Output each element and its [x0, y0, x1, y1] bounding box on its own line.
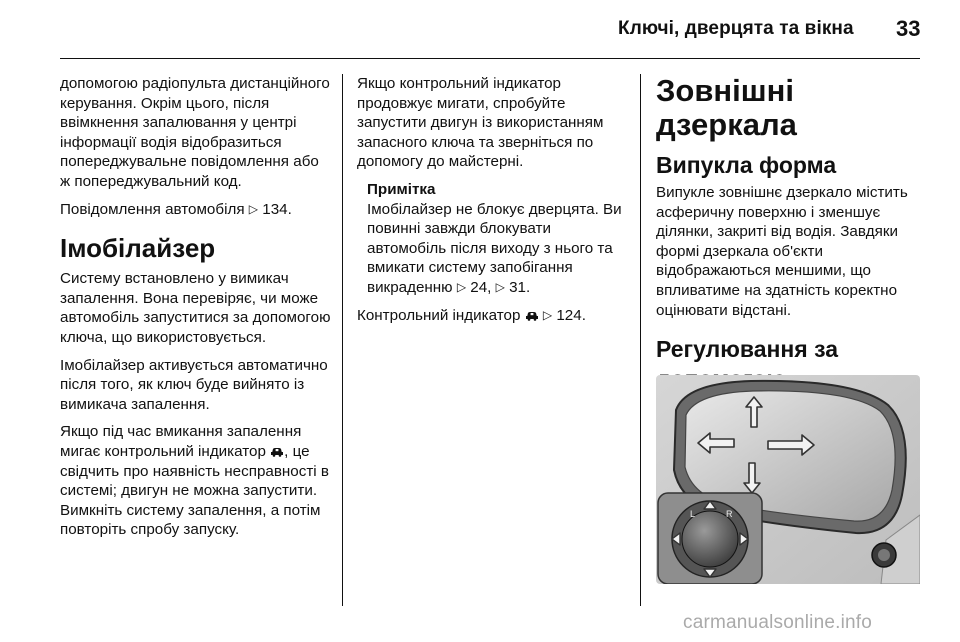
column-divider — [640, 74, 641, 606]
page-number: 33 — [896, 16, 921, 41]
note-text — [367, 200, 629, 298]
note-page-ref[interactable]: 24, — [470, 278, 492, 296]
column-1 — [60, 74, 332, 548]
immobilizer-paragraph: Систему встановлено у вимикач запалення. Вона перевіряє, чи може автомобіль запуститися за допомогою ключа, що використовується. — [60, 270, 331, 346]
convex-shape-heading: Випукла форма — [656, 152, 837, 178]
immobilizer-text: , це свідчить про наявність несправності в системі; двигун не можна запустити. Вимкніть систему запалення, а потім повторіть спробу запуску. — [60, 442, 329, 539]
indicator-reference — [357, 306, 629, 326]
watermark: carmanualsonline.info — [683, 612, 873, 633]
immobilizer-text: Якщо під час вмикання запалення мигає контрольний індикатор — [60, 423, 302, 460]
car-key-icon — [270, 445, 284, 457]
triangle-right-icon: ▷ — [456, 279, 467, 294]
column-divider — [342, 74, 343, 606]
immobilizer-paragraph — [60, 422, 332, 540]
note-page-ref[interactable]: 31. — [509, 278, 531, 296]
note-title: Примітка — [367, 180, 436, 198]
exterior-mirrors-heading: Зовнішні дзеркала — [656, 73, 797, 142]
page-header-title: Ключі, дверцята та вікна — [618, 18, 854, 39]
intro-paragraph: допомогою радіопульта дистанційного керування. Окрім цього, після ввімкнення запалювання у центрі інформації водія відобразиться попереджувальне повідомлення або ж попереджувальний код. — [60, 75, 330, 190]
indicator-text: Контрольний індикатор — [357, 306, 521, 324]
note-body: Імобілайзер не блокує дверцята. Ви повинні завжди блокувати автомобіль після виходу з нього та вмикати систему запобігання викраденню — [367, 200, 622, 296]
triangle-right-icon: ▷ — [248, 201, 259, 216]
car-key-icon — [525, 309, 539, 321]
vehicle-messages-page[interactable]: 134. — [262, 200, 292, 218]
mirror-adjustment-illustration — [656, 375, 920, 584]
dial-label-right: R — [726, 509, 733, 519]
vehicle-messages-reference — [60, 200, 332, 220]
indicator-paragraph: Якщо контрольний індикатор продовжує мигати, спробуйте запустити двигун із використанням запасного ключа та зверніться по допомогу до майстерні. — [357, 75, 604, 171]
note-block — [367, 180, 629, 298]
triangle-right-icon: ▷ — [495, 279, 505, 294]
column-2 — [357, 74, 629, 333]
immobilizer-paragraph: Імобілайзер активується автоматично після того, як ключ буде вийнято із вимикача запалення. — [60, 356, 328, 413]
convex-shape-text: Випукле зовнішнє дзеркало містить асферичну поверхню і зменшує ділянки, закриті від водія. Завдяки формі дзеркала об'єкти відображаються меншими, що впливатиме на здатність коректно оцінювати відстані. — [656, 184, 908, 319]
indicator-page-ref[interactable]: 124. — [556, 306, 586, 324]
header-rule — [60, 58, 920, 59]
immobilizer-heading: Імобілайзер — [60, 233, 216, 264]
electric-adjustment-heading: Регулювання за — [656, 336, 839, 363]
vehicle-messages-text: Повідомлення автомобіля — [60, 200, 245, 218]
triangle-right-icon: ▷ — [542, 307, 553, 322]
dial-label-left: L — [690, 509, 696, 519]
